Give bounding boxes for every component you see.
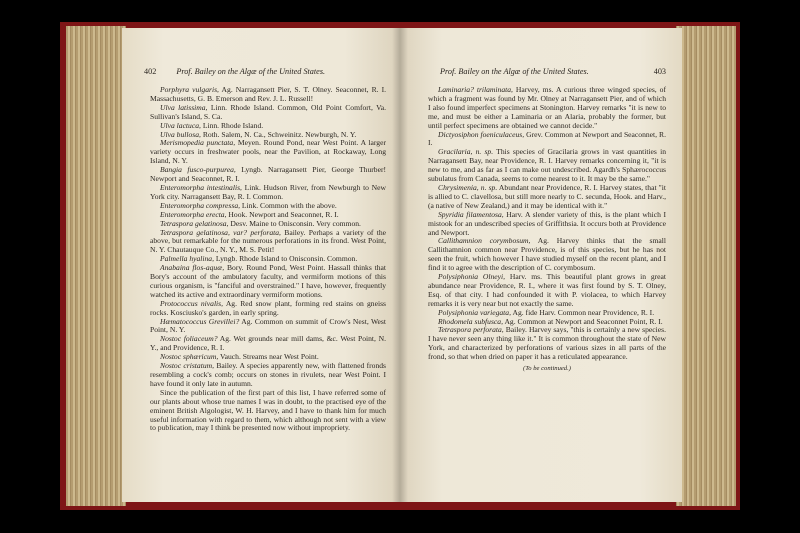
species-entry: Bangia fusco-purpurea, Lyngb. Narragansett Pier, George Thurber! Newport and Seaconnet, R. I. (150, 165, 386, 184)
species-entry: Palmella hyalina, Lyngb. Rhode Island to Onisconsin. Common. (160, 254, 358, 264)
species-entry: Tetraspora gelatinosa, Desv. Maine to Onisconsin. Very common. (160, 218, 361, 228)
species-entry: Tetraspora perforata, Bailey. Harvey says, "this is certainly a new species. I have never seen any thing like it." It is common throughout the state of New York, and characterized by perforations of various sizes in all parts of the frond, so that when dried on paper it has a reticulated appearance. (428, 325, 666, 362)
species-entry: Gracilaria, n. sp. This species of Gracilaria grows in vast quantities in Narragansett Bay, near Providence, R. I. Harvey remarks concerning it, "it is new to me, and as far as I can make out undescribed. Agardh's Sphærococcus subulatus from Canada, seems to come nearest to it. It may be the same." (428, 147, 666, 184)
species-entry: Porphyra vulgaris, Ag. Narragansett Pier, S. T. Olney. Seaconnet, R. I. Massachusetts, G. B. Emerson and Rev. J. L. Russell! (150, 85, 386, 103)
species-entry: Tetraspora gelatinosa, var? perforata, Bailey. Perhaps a variety of the above, but remarkable for the numerous perforations in its frond. West Point, N. Y. Chautauque Co., N. Y., M. S. Petit! (150, 227, 386, 255)
species-entry: Ulva lactuca, Linn. Rhode Island. (160, 120, 264, 130)
species-entry: Hæmatococcus Grevillei? Ag. Common on summit of Crow's Nest, West Point, N. Y. (150, 316, 386, 335)
species-entry: Ulva bullosa, Roth. Salem, N. Ca., Schweinitz. Newburgh, N. Y. (160, 129, 357, 139)
left-page (122, 28, 400, 502)
left-page-number: 402 (144, 67, 157, 76)
right-page-number: 403 (653, 67, 666, 76)
species-entry: Laminaria? trilaminata, Harvey, ms. A curious three winged species, of which a fragment was found by Mr. Olney at Narragansett Pier, and of which I also found imperfect specimens at Stonington. Harvey remarks "it is new to me, and must be either a Laminaria or an Alaria, probably the former, but until perfect specimens are obtained we cannot decide." (428, 85, 667, 130)
species-entry: Dictyosiphon foeniculaceus, Grev. Common at Newport and Seaconnet, R. I. (428, 129, 666, 148)
right-page-text (428, 86, 666, 374)
species-entry: Merismopedia punctata, Meyen. Round Pond, near West Point. A larger variety occurs in freshwater pools, near the Pavilion, at Rockaway, Long Island, N. Y. (150, 138, 386, 166)
body-paragraph: Since the publication of the first part of this list, I have referred some of our plants about whose true names I was in doubt, to the practised eye of the eminent British Algologist, W. H. Harvey, and I have to thank him for much useful information with regard to them, which although not sent with a view to publication, may I think be presented now without impropriety. (150, 387, 386, 433)
left-page-text (150, 86, 386, 433)
left-running-title: Prof. Bailey on the Algæ of the United States. (176, 67, 326, 76)
species-entry: Polysiphonia Olneyi, Harv. ms. This beautiful plant grows in great abundance near Providence, R. I., where it was first found by S. T. Olney, Esq. of that city. I had confounded it with P. violacea, to which Harvey remarks it is very near but not exactly the same. (428, 272, 666, 308)
species-entry: Anabaina flos-aquæ, Bory. Round Pond, West Point. Hassall thinks that Bory's account of the ambulatory faculty, and vermiform motions of this curious organism, is "fanciful and overstrained." I have, however, frequently watched its active and extraordinary vermiform motions. (150, 263, 386, 299)
species-entry: Spyridia filamentosa, Harv. A slender variety of this, is the plant which I mistook for an undescribed species of Griffithsia. It occurs both at Providence and Newport. (428, 209, 666, 237)
page-edges-left (66, 26, 126, 506)
species-entry: Callithamnion corymbosum, Ag. Harvey thinks that the small Callithamnion common near Providence, is of this species, but he has not seen the fruit, which however I have studied myself on the recent plant, and I find it to agree with the description of C. corymbosum. (428, 236, 666, 273)
book-gutter (392, 28, 408, 502)
right-running-title: Prof. Bailey on the Algæ of the United States. (440, 67, 589, 76)
species-entry: Nostoc cristatum, Bailey. A species apparently new, with flattened fronds resembling a cock's comb; occurs on stones in rivulets, near West Point. I have found it only late in autumn. (150, 361, 386, 388)
species-entry: Rhodomela subfusca, Ag. Common at Newport and Seaconnet Point, R. I. (438, 316, 663, 326)
right-running-head (440, 68, 666, 77)
right-page (400, 28, 682, 502)
left-running-head (144, 68, 384, 77)
species-entry: Chrysimenia, n. sp. Abundant near Providence, R. I. Harvey states, that "it is allied to C. clavellosa, but still more nearly to C. secunda, Hook. and Harv., (a native of New Zealand,) and it may be identical with it." (428, 182, 666, 210)
species-entry: Enteromorpha erecta, Hook. Newport and Seaconnet, R. I. (160, 209, 339, 219)
species-entry: Ulva latissima, Linn. Rhode Island. Common, Old Point Comfort, Va. Sullivan's Island, S. Ca. (150, 102, 386, 121)
species-entry: Nostoc sphæricum, Vauch. Streams near West Point. (160, 352, 319, 362)
species-entry: Enteromorpha compressa, Link. Common with the above. (160, 200, 337, 210)
page-edges-right (676, 26, 736, 506)
species-entry: Protococcus nivalis, Ag. Red snow plant, forming red stains on gneiss rocks. Kosciusko's garden, in early spring. (150, 298, 386, 317)
species-entry: Nostoc foliaceum? Ag. Wet grounds near mill dams, &c. West Point, N. Y., and Providence, R. I. (150, 334, 386, 353)
species-entry: Polysiphonia variegata, Ag. fide Harv. Common near Providence, R. I. (438, 307, 655, 317)
to-be-continued: (To be continued.) (523, 365, 571, 373)
species-entry: Enteromorpha intestinalis, Link. Hudson River, from Newburgh to New York city. Narragansett Bay, R. I. Common. (150, 182, 387, 201)
